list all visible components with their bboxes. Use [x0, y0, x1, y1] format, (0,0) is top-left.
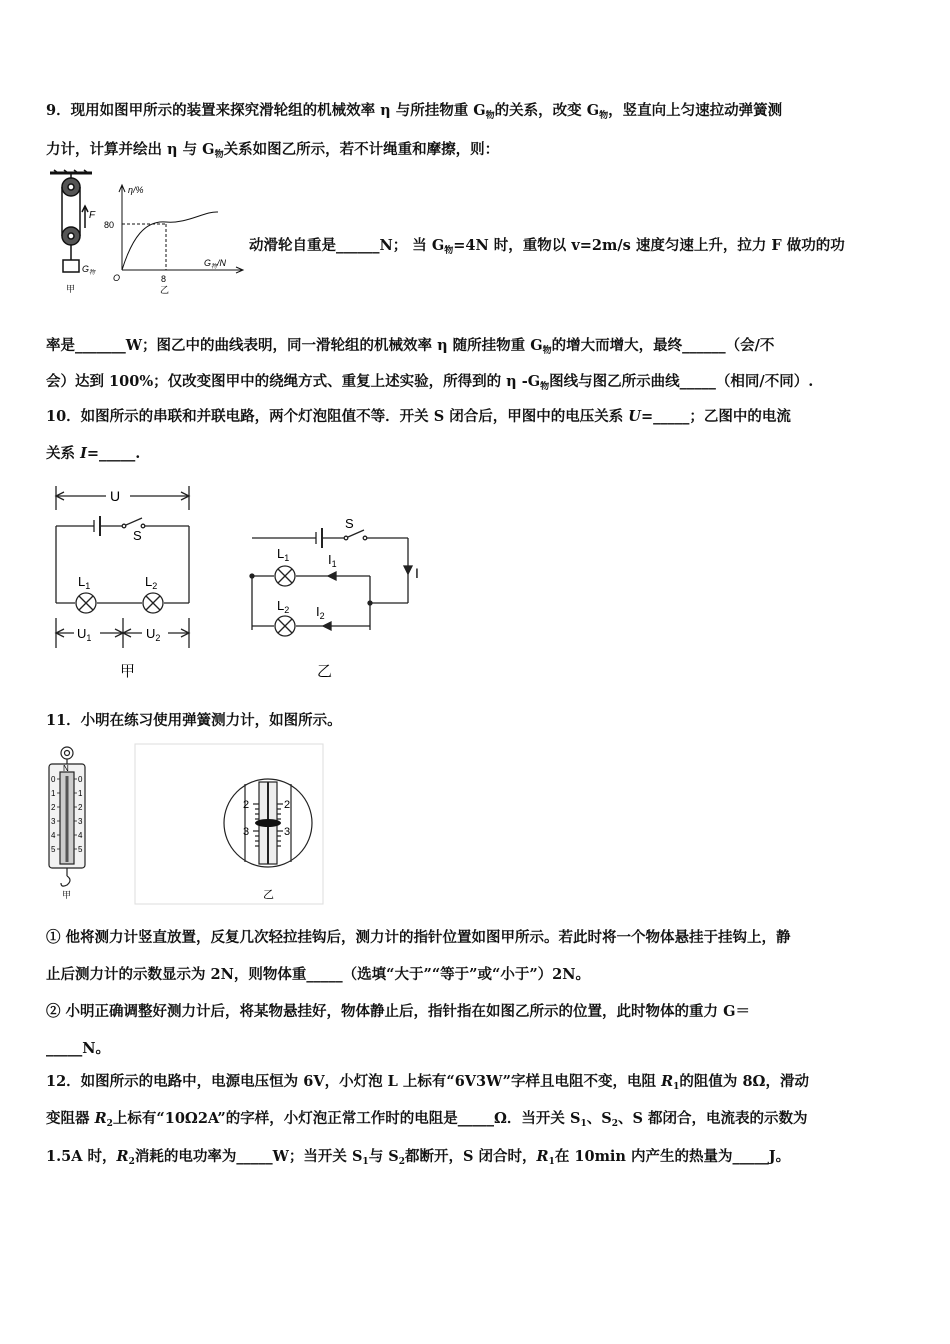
subscript: 2: [106, 1119, 113, 1129]
q9-line-1: [46, 101, 782, 126]
q11-part2-line-1: ② 小明正确调整好测力计后，将某物悬挂好，物体静止后，指针指在如图乙所示的位置，此时物体的重力 G＝: [46, 1003, 750, 1020]
voltage-u1-label: $U_1$: [77, 626, 92, 643]
q9-line-5: [46, 372, 813, 397]
caption-yi: 乙: [317, 663, 333, 680]
subscript: 物: [444, 246, 454, 256]
q9-line-2: [46, 140, 499, 165]
force-label: F: [89, 210, 96, 221]
q9-text: =4N 时，重物以 v=2m/s 速度匀速上升，拉力 F 做功的功: [453, 237, 845, 254]
q9-text: 的增大而增大，最终______（会/不: [551, 337, 775, 354]
var-r: R: [661, 1073, 674, 1090]
q9-text: 关系如图乙所示，若不计绳重和摩擦: [223, 141, 456, 158]
tick-4-left: 4: [51, 831, 56, 840]
q10-text: =_____；乙图中的电流: [640, 408, 791, 425]
scale-unit-n: N: [63, 764, 69, 773]
dial-3-left: 3: [243, 826, 250, 838]
q10-circuits: [46, 478, 446, 688]
current-i2-label: $I_2$: [316, 604, 325, 621]
subscript: 物: [540, 382, 550, 392]
q9-text: 会）达到 100%；仅改变图甲中的绕绳方式、重复上述实验，所得到的 η -G: [46, 373, 541, 390]
subscript: 物: [542, 346, 552, 356]
q12-line-2: [46, 1109, 808, 1134]
q10-line-2: [46, 444, 140, 464]
dial-pointer: [255, 819, 281, 827]
voltage-u2-label: $U_2$: [146, 626, 161, 643]
var-r: R: [94, 1110, 107, 1127]
series-circuit: [56, 486, 189, 648]
subscript: 1: [362, 1157, 369, 1167]
subscript: 物: [485, 111, 495, 121]
q12-text: 与 S: [368, 1148, 399, 1165]
q10-line-1: [46, 407, 791, 427]
lamp-l2-label: $L_2$: [145, 574, 158, 591]
q10-text: =_____.: [86, 445, 141, 462]
tick-5-right: 5: [78, 845, 83, 854]
q12-line-3: [46, 1147, 790, 1172]
caption-jia: 甲: [120, 663, 136, 680]
q12-text: 、S: [586, 1110, 612, 1127]
subscript: 2: [128, 1157, 135, 1167]
q9-figure: [40, 168, 250, 298]
subscript: 1: [548, 1157, 555, 1167]
lamp-l2-label-parallel: $L_2$: [277, 598, 290, 615]
caption-yi: 乙: [263, 889, 274, 901]
q12-text: 在 10min 内产生的热量为_____J。: [554, 1148, 791, 1165]
q12-text: 上标有“10Ω2A”的字样，小灯泡正常工作时的电阻是_____Ω．当开关 S: [112, 1110, 581, 1127]
dial-2-left: 2: [243, 799, 250, 811]
tick-1-left: 1: [51, 789, 56, 798]
q12-text: 、S 都闭合，电流表的示数为: [617, 1110, 808, 1127]
switch-s-label-parallel: S: [345, 516, 354, 531]
y-tick-80: 80: [104, 220, 115, 230]
caption-yi: 乙: [160, 285, 170, 295]
pulley-apparatus: [50, 170, 92, 272]
lamp-l1-label: $L_1$: [78, 574, 91, 591]
tick-3-right: 3: [78, 817, 83, 826]
subscript: 1: [580, 1119, 587, 1129]
dial-3-right: 3: [284, 826, 291, 838]
origin-label: O: [113, 273, 121, 283]
q11-part1-line-1: ① 他将测力计竖直放置，反复几次轻拉挂钩后，测力计的指针位置如图甲所示。若此时将一个物体悬挂于挂钩上，静: [46, 929, 791, 946]
switch-s-label: S: [133, 528, 142, 543]
y-axis-label: η/%: [128, 185, 144, 195]
q9-line-4: [46, 336, 774, 361]
q10-text: 关系: [46, 445, 81, 462]
q9-text: 的关系，改变 G: [494, 102, 600, 119]
q11-part1-line-2: 止后测力计的示数显示为 2N，则物体重_____（选填“大于”“等于”或“小于”）2N。: [46, 966, 591, 983]
subscript: 2: [611, 1119, 618, 1129]
q12-text: 1.5A 时，: [46, 1148, 117, 1165]
q11-part2-line-2: _____N。: [46, 1040, 111, 1057]
caption-jia: 甲: [62, 890, 72, 900]
lamp-l1-label-parallel: $L_1$: [277, 546, 290, 563]
tick-4-right: 4: [78, 831, 83, 840]
voltage-u-label: U: [110, 488, 121, 504]
q12-text: 变阻器: [46, 1110, 95, 1127]
q10-text: 10．如图所示的串联和并联电路，两个灯泡阻值不等．开关 S 闭合后，甲图中的电压关系: [46, 408, 629, 425]
dial-2-right: 2: [284, 799, 291, 811]
x-tick-8: 8: [161, 274, 167, 284]
tick-3-left: 3: [51, 817, 56, 826]
tick-2-right: 2: [78, 803, 83, 812]
q9-text: 率是_______W；图乙中的曲线表明，同一滑轮组的机械效率 η 随所挂物重 G: [46, 337, 543, 354]
var-u: U: [628, 408, 641, 425]
current-i-label: I: [415, 565, 419, 581]
q9-text: 力计，计算并绘出 η 与 G: [46, 141, 215, 158]
tick-1-right: 1: [78, 789, 83, 798]
q12-text: 消耗的电功率为_____W；当开关 S: [134, 1148, 363, 1165]
q12-text: 的阻值为 8Ω，滑动: [679, 1073, 809, 1090]
var-r: R: [536, 1148, 549, 1165]
x-axis-label: $G_物/N$: [204, 258, 227, 270]
subscript: 2: [398, 1157, 405, 1167]
tick-0-right: 0: [78, 775, 83, 784]
weight-label: $G_物$: [82, 264, 96, 276]
figure-border: [135, 744, 323, 904]
tick-2-left: 2: [51, 803, 56, 812]
q9-text: ，竖直向上匀速拉动弹簧测: [608, 102, 783, 119]
q9-text: ，则：: [455, 141, 500, 158]
caption-jia: 甲: [66, 284, 76, 294]
q12-text: 都断开，S 闭合时，: [404, 1148, 537, 1165]
tick-5-left: 5: [51, 845, 56, 854]
q9-text: 动滑轮自重是______N； 当 G: [249, 237, 445, 254]
q12-line-1: [46, 1072, 809, 1097]
subscript: 1: [673, 1082, 680, 1092]
subscript: 物: [599, 111, 609, 121]
q9-text: 9．现用如图甲所示的装置来探究滑轮组的机械效率 η 与所挂物重 G: [46, 102, 486, 119]
var-i: I: [80, 445, 87, 462]
q11-figure: [40, 742, 325, 907]
tick-0-left: 0: [51, 775, 56, 784]
q12-text: 12．如图所示的电路中，电源电压恒为 6V，小灯泡 L 上标有“6V3W”字样且电阻不变，电阻: [46, 1073, 662, 1090]
q11-title: 11．小明在练习使用弹簧测力计，如图所示。: [46, 712, 342, 729]
var-r: R: [116, 1148, 129, 1165]
q9-text: 图线与图乙所示曲线_____（相同/不同）.: [549, 373, 814, 390]
current-i1-label: $I_1$: [328, 552, 337, 569]
q9-line-3: [249, 236, 845, 261]
parallel-circuit: [250, 528, 412, 636]
subscript: 物: [214, 150, 224, 160]
